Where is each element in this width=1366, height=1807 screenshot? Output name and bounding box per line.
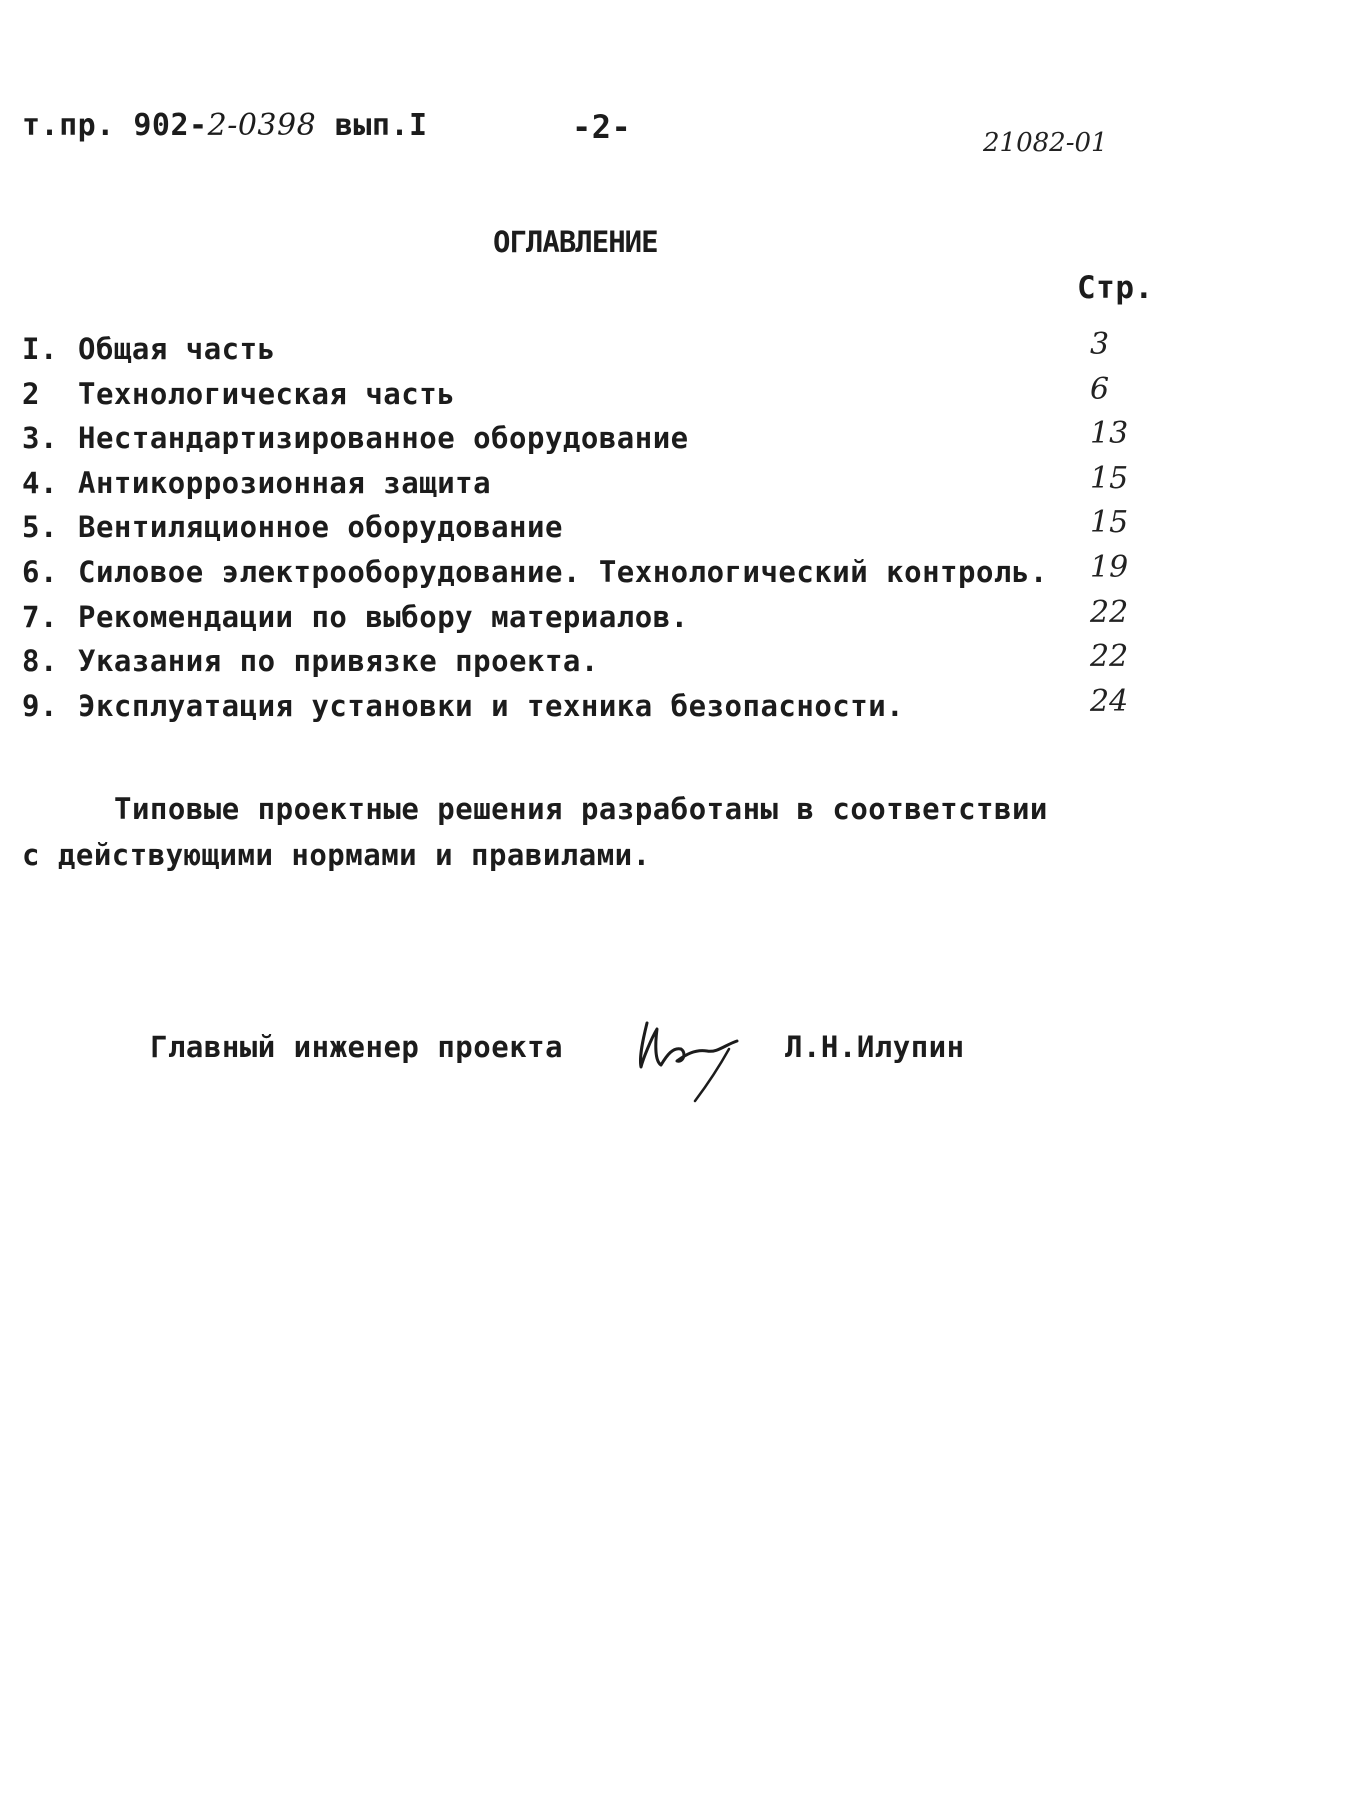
toc-item	[22, 550, 1142, 595]
toc-item	[22, 372, 1142, 417]
toc-item-page: 13	[1090, 416, 1129, 452]
signatory-name: Л.Н.Илупин	[785, 1030, 965, 1064]
toc-item	[22, 505, 1142, 550]
page-column-label: Стр.	[1077, 270, 1154, 306]
toc-item-page: 24	[1090, 683, 1129, 719]
toc-item-page: 15	[1090, 460, 1129, 496]
toc-item-page: 22	[1090, 639, 1129, 675]
toc-item-number: 8.	[22, 644, 58, 679]
toc-item-title: Технологическая часть	[78, 376, 456, 411]
toc-title: ОГЛАВЛЕНИЕ	[493, 225, 658, 259]
toc-item-number: 9.	[22, 688, 58, 723]
project-code-handwritten: 2-0398	[207, 108, 317, 143]
toc-item	[22, 684, 1142, 729]
page-number-marker: -2-	[572, 108, 632, 146]
project-code-suffix: вып.I	[316, 108, 428, 143]
toc-item-title: Нестандартизированное оборудование	[78, 421, 689, 456]
toc-item	[22, 639, 1142, 684]
toc-item	[22, 416, 1142, 461]
toc-item-title: Антикоррозионная защита	[78, 465, 492, 500]
toc-list	[22, 327, 1142, 728]
toc-item-number: 5.	[22, 510, 58, 545]
note-line-1: Типовые проектные решения разработаны в соответствии	[114, 792, 1048, 826]
toc-item-page: 3	[1090, 327, 1110, 362]
toc-item	[22, 461, 1142, 506]
toc-item-title: Вентиляционное оборудование	[78, 510, 563, 545]
toc-item-title: Указания по привязке проекта.	[78, 644, 599, 679]
toc-item-page: 15	[1090, 505, 1129, 541]
toc-item-title: Эксплуатация установки и техника безопасности.	[78, 688, 905, 723]
toc-item-number: 2	[22, 376, 40, 411]
document-number: 21082-01	[983, 128, 1108, 158]
toc-item-title: Силовое электрооборудование. Технологический контроль.	[78, 554, 1048, 589]
note-line-2: с действующими нормами и правилами.	[22, 838, 651, 872]
toc-item-number: 7.	[22, 599, 58, 634]
project-code	[22, 108, 428, 143]
handwritten-signature	[625, 1005, 765, 1105]
toc-item-page: 6	[1090, 371, 1110, 407]
toc-item-number: 6.	[22, 554, 58, 589]
toc-item	[22, 327, 1142, 372]
signatory-role: Главный инженер проекта	[150, 1030, 564, 1064]
toc-item-number: I.	[22, 332, 58, 366]
toc-item-number: 3.	[22, 421, 58, 456]
project-code-prefix: т.пр. 902-	[22, 108, 208, 143]
toc-item-title: Рекомендации по выбору материалов.	[78, 599, 689, 634]
toc-item-title: Общая часть	[78, 332, 276, 366]
toc-item	[22, 595, 1142, 640]
toc-item-page: 19	[1090, 549, 1129, 585]
toc-item-page: 22	[1090, 594, 1129, 630]
toc-item-number: 4.	[22, 465, 58, 500]
